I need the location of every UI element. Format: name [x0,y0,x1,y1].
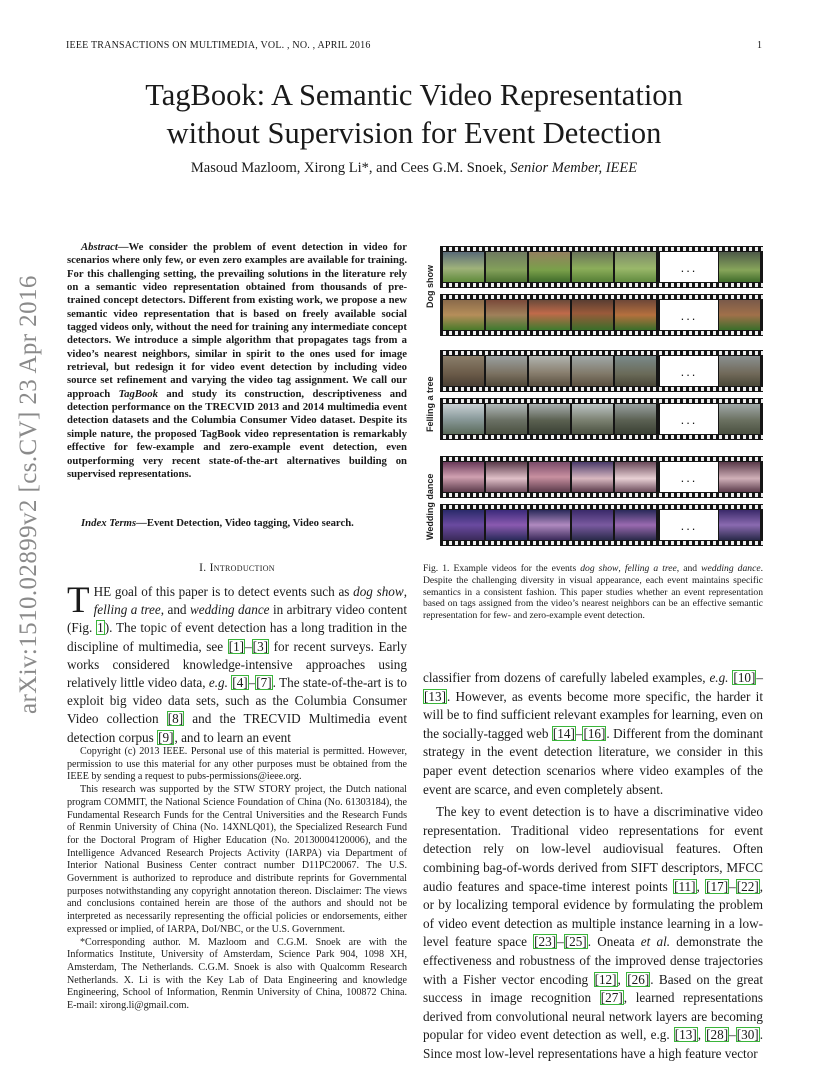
intro-paragraph [67,580,408,747]
video-frame [572,462,613,492]
video-frame [572,356,613,386]
citation-link[interactable]: [30] [736,1027,759,1043]
video-frame [572,510,613,540]
body-text: . Oneata [587,934,641,950]
figure-label-wedding-dance: Wedding dance [425,473,435,540]
figure-label-dog-show: Dog show [425,265,435,308]
funding-note: This research was supported by the STW STORY project, the Dutch national program COMMIT, the National Science Foundation of China (No. 61303184), the Fundamental Research Funds for the Central Universities and the Research Funds of Renmin University of China (No. 14XNLQ01), the Specialized Research Fund for the Doctoral Program of Higher Education (No. 20130004120006), and the Intelligence Advanced Research Projects Activity (IARPA) via Department of Interior National Business Center contract number D11PC20067. The U.S. Government is authorized to reproduce and distribute reprints for Governmental purposes notwithstanding any copyright annotation thereon. Disclaimer: The views and conclusions contained herein are those of the authors and should not be interpreted as necessarily representing the official policies or endorsements, either expressed or implied, of IARPA, DoI/NBC, or the U.S. Government. [67,784,407,935]
body-text: , or by localizing temporal evidence by formulating the problem of video event detection as multiple instance learning in a low-level feature space [423,878,764,950]
section-number: I. [199,562,210,574]
abstract-label: Abstract [81,241,118,253]
index-terms-text: —Event Detection, Video tagging, Video search. [136,517,354,529]
video-frame [486,462,527,492]
figure-caption [423,563,763,622]
citation-link[interactable]: [28] [706,1027,729,1043]
body-text: – [557,934,564,950]
video-frame [615,404,656,434]
intro-text: , and to learn an event [174,729,291,745]
intro-text: ). The topic of event detection has a long tradition in the discipline of multimedia, see [67,620,408,654]
corresponding-note: *Corresponding author. M. Mazloom and C.G.M. Snoek are with the Informatics Institute, University of Amsterdam, Science Park 904, 1098 XH, Amsterdam, The Netherlands. C.G.M. Snoek is also with Qualcomm Research Netherlands. X. Li is with the Key Lab of Data Engineering and knowledge Engineering, School of Information, Renmin University of China, 100872 China. E-mail: xirong.li@gmail.com. [67,936,407,1012]
citation-link[interactable]: [14] [552,725,575,741]
video-frame [572,300,613,330]
index-terms-label: Index Terms [81,517,137,529]
citation-link[interactable]: [7] [256,675,272,691]
body-text: . Different from the dominant strategy in the event detection literature, we consider in this paper event detection scenarios where video examples of the event are scarce, and even completely absent. [423,725,763,797]
body-text: – [756,670,763,685]
citation-link[interactable]: [11] [674,878,696,894]
video-frame [529,252,570,282]
body-text: , [617,971,627,987]
body-text: classifier from dozens of carefully labeled examples, [423,670,710,685]
intro-text: . The state-of-the-art is to exploit big video data sets, such as the Columbia Consumer Video collection [67,675,408,727]
caption-text: , and [676,563,702,574]
video-frame [529,510,570,540]
caption-event: felling a tree [624,563,677,574]
citation-link[interactable]: [9] [158,729,174,745]
ellipsis-icon: ... [660,356,718,386]
video-frame [529,300,570,330]
video-frame [443,462,484,492]
paragraph [423,803,763,1063]
author-list [60,160,768,177]
index-terms [67,517,407,529]
intro-text: – [245,638,252,654]
intro-text: – [248,675,256,691]
body-text: e.g. [709,670,729,685]
video-frame [719,300,760,330]
paragraph [423,669,763,799]
citation-link[interactable]: [4] [232,675,248,691]
video-frame [443,510,484,540]
body-text: . Based on the great success in image recognition [423,971,764,1006]
abstract [67,241,407,481]
intro-eg: e.g. [208,675,228,691]
video-frame [719,510,760,540]
copyright-note: Copyright (c) 2013 IEEE. Personal use of this material is permitted. However, permission to use this material for any other purposes must be obtained from the IEEE by sending a request to pubs-permissions@ieee.org. [67,746,407,783]
video-frame [572,404,613,434]
body-text: , learned representations derived from convolutional neural network layers are becoming popular for video event detection as well, e.g. [423,990,763,1043]
video-strip-dog-show-2 [440,294,763,336]
figure-1 [423,242,763,552]
video-frame [443,356,484,386]
video-frame [615,356,656,386]
page-number: 1 [757,40,762,51]
body-text: , [697,1027,706,1043]
video-frame [443,300,484,330]
video-frame [529,404,570,434]
abstract-text-2: and study its construction, descriptiveness and detection performance on the TRECVID 2013 and 2014 multimedia event detection datasets and the Columbia Consumer Video dataset. Despite its simple nature, the proposed TagBook video representation is remarkably effective for few-example and zero-example event detection, even outperforming very recent state-of-the-art alternatives building on supervised representations. [67,387,407,480]
title-line-1: TagBook: A Semantic Video Representation [145,78,683,112]
event-dog-show: dog show [353,584,404,599]
intro-text: HE goal of this paper is to detect events such as [93,584,354,599]
video-frame [719,462,760,492]
author-names: Masoud Mazloom, Xirong Li*, and Cees G.M. Snoek, [190,160,507,176]
video-frame [443,404,484,434]
caption-text: Fig. 1. Example videos for the events [423,563,581,574]
body-text: et al. [640,934,671,950]
intro-text: in arbitrary video content (Fig. [67,602,407,636]
intro-text: for recent surveys. Early works considered knowledge-intensive approaches using relatively little video data, [67,638,408,691]
video-frame [486,356,527,386]
ellipsis-icon: ... [660,300,718,330]
body-text: . However, as events become more specific, the harder it will be to find sufficient relevant examples for learning, even on the socially-tagged web [423,688,763,741]
video-frame [443,252,484,282]
body-text: – [575,725,583,741]
intro-text: , [403,584,407,599]
ellipsis-icon: ... [660,510,718,540]
video-frame [529,356,570,386]
video-frame [615,510,656,540]
citation-link[interactable]: [26] [627,971,650,987]
title-line-2: without Supervision for Event Detection [166,116,662,150]
footnotes [67,746,407,1013]
paper-title [60,76,768,152]
video-strip-wedding-dance-2 [440,504,763,546]
video-frame [719,356,760,386]
video-frame [572,252,613,282]
body-text: . Since most low-level representations have a high feature vector [423,1027,763,1061]
citation-link[interactable]: [27] [600,990,623,1006]
abstract-tagbook: TagBook [118,387,158,400]
ellipsis-icon: ... [660,462,718,492]
caption-event: dog show [580,563,619,574]
body-text: , [696,878,706,894]
body-text: demonstrate the effectiveness and robustness of the improved dense trajectories with a Fisher vector encoding [423,934,764,987]
video-strip-wedding-dance-1 [440,456,763,498]
video-frame [615,300,656,330]
video-strip-felling-tree-2 [440,398,763,440]
citation-link[interactable]: [23] [534,934,557,950]
abstract-text-1: —We consider the problem of event detection in video for scenarios where only few, or even zero examples are available for training. For this challenging setting, the prevailing solutions in the literature rely on a semantic video representation obtained from thousands of pre-trained concept detectors. Different from existing work, we propose a new semantic video representation that is based on freely available social tagged videos only, without the need for training any intermediate concept detectors. We introduce a simple algorithm that propagates tags from a video’s nearest neighbors, similar in spirit to the ones used for image retrieval, but redesign it for video event detection by including video source set refinement and varying the video tag assignment. We call our approach [67,241,407,400]
citation-link[interactable]: [12] [594,971,617,987]
intro-text: and the TRECVID Multimedia event detection corpus [67,711,407,745]
citation-link[interactable]: [1] [228,638,245,654]
intro-text: , and [160,602,190,618]
ellipsis-icon: ... [660,252,718,282]
citation-link[interactable]: [13] [424,688,446,704]
body-text: The key to event detection is to have a discriminative video representation. Traditional video representations for event detection rely on low-level audiovisual features. Often combining bag-of-words derived from SIFT descriptors, MFCC audio features and space-time interest points [423,804,763,894]
video-frame [486,404,527,434]
figure-label-felling-tree: Felling a tree [425,376,435,432]
right-column-text [423,669,763,1063]
video-frame [615,462,656,492]
video-frame [719,404,760,434]
citation-link[interactable]: [3] [252,638,269,654]
event-wedding-dance: wedding dance [189,602,270,618]
video-frame [529,462,570,492]
caption-text: . Despite the challenging diversity in visual appearance, each event maintains specific semantics in a consistent fashion. This paper studies whether an event representation based on tags assigned from the video’s nearest neighbors can be an effective semantic representation for few- and zero-example event detection. [423,563,763,622]
event-felling-tree: felling a tree [93,602,161,618]
dropcap: T [67,580,90,621]
ellipsis-icon: ... [660,404,718,434]
video-strip-dog-show-1 [440,246,763,288]
body-text: – [729,878,736,894]
video-frame [486,300,527,330]
video-strip-felling-tree-1 [440,350,763,392]
arxiv-stamp: arXiv:1510.02899v2 [cs.CV] 23 Apr 2016 [15,275,42,714]
running-header: IEEE TRANSACTIONS ON MULTIMEDIA, VOL. , NO. , APRIL 2016 [66,40,371,51]
caption-text: , [618,563,625,574]
video-frame [615,252,656,282]
citation-link[interactable]: [22] [736,878,759,894]
video-frame [486,252,527,282]
caption-event: wedding dance [701,563,761,574]
body-text: – [729,1027,736,1043]
video-frame [719,252,760,282]
section-heading [67,562,407,574]
citation-link[interactable]: [17] [706,878,729,894]
citation-link[interactable]: [13] [674,1027,697,1043]
citation-link[interactable]: [16] [583,725,606,741]
section-title: Introduction [209,562,275,574]
citation-link[interactable]: [8] [167,711,184,727]
citation-link[interactable]: [25] [564,934,587,950]
citation-link[interactable]: [10] [733,670,756,685]
video-frame [486,510,527,540]
author-membership: Senior Member, IEEE [510,160,638,176]
figure-ref-link[interactable]: 1 [97,620,104,636]
